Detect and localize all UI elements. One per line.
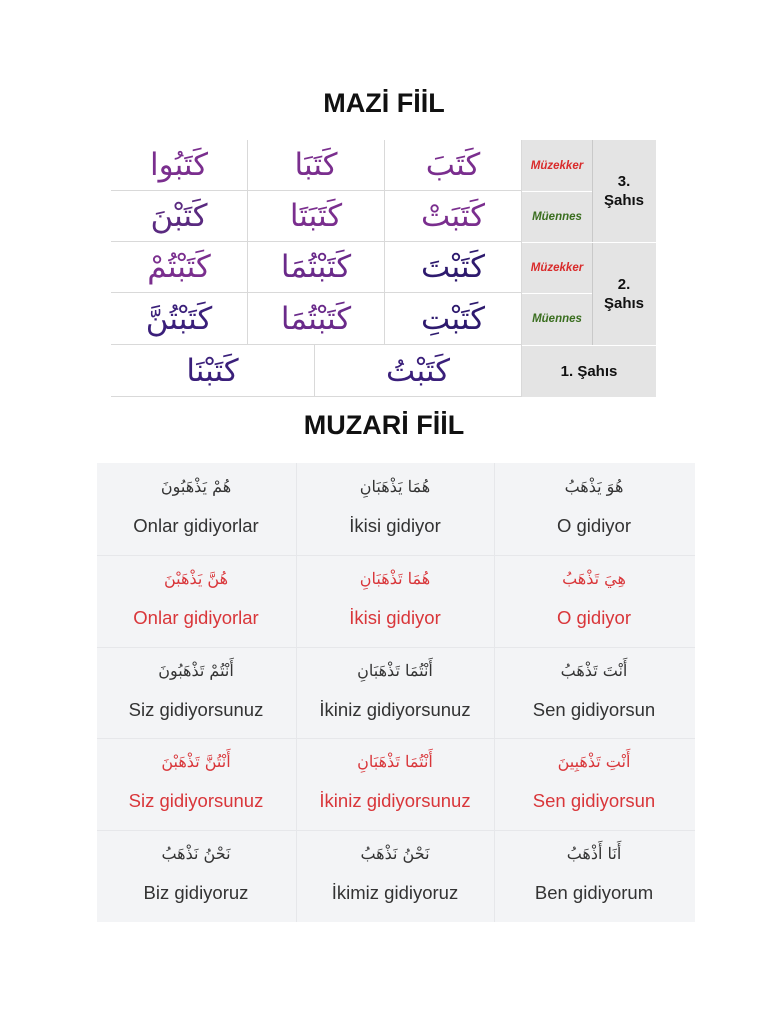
person-label-first: 1. Şahıs	[560, 362, 618, 380]
mazi-verb: كَتَبْتَ	[421, 249, 485, 285]
turkish-translation: İkimiz gidiyoruz	[331, 882, 459, 904]
muzari-cell	[97, 463, 295, 555]
mazi-verb: كَتَبْنَ	[150, 198, 208, 234]
mazi-verb: كَتَبُوا	[149, 147, 209, 183]
turkish-translation: İkisi gidiyor	[349, 606, 441, 628]
turkish-translation: O gidiyor	[556, 515, 632, 536]
row-divider	[97, 830, 695, 831]
muzari-cell	[97, 738, 295, 830]
turkish-translation: Sen gidiyorsun	[532, 698, 656, 720]
mazi-verb: كَتَبْتُنَّ	[145, 300, 213, 337]
turkish-translation: İkisi gidiyor	[349, 515, 441, 536]
mazi-cell	[111, 191, 248, 242]
mazi-verb: كَتَبَتَا	[289, 198, 343, 234]
turkish-translation: İkiniz gidiyorsunuz	[319, 790, 471, 812]
mazi-cell	[111, 345, 315, 397]
turkish-translation: Onlar gidiyorlar	[133, 606, 259, 628]
mazi-verb: كَتَبَا	[294, 147, 338, 183]
arabic-phrase: هُوَ يَذْهَبُ	[564, 477, 624, 496]
arabic-phrase: أَنْتَ تَذْهَبُ	[560, 660, 628, 680]
muzari-cell	[495, 555, 693, 647]
arabic-phrase: أَنْتُمْ تَذْهَبُونَ	[158, 660, 234, 680]
row-divider	[97, 647, 695, 648]
mazi-cell	[248, 242, 385, 293]
divider	[522, 293, 592, 294]
row-divider	[97, 555, 695, 556]
muzari-title: MUZARİ FİİL	[303, 410, 465, 440]
mazi-cell	[111, 140, 248, 191]
mazi-verb: كَتَبْتُمَا	[280, 249, 352, 285]
muzari-cell	[296, 463, 494, 555]
turkish-translation: Onlar gidiyorlar	[133, 515, 259, 536]
turkish-translation: Sen gidiyorsun	[532, 790, 656, 812]
muzari-cell	[296, 830, 494, 922]
divider	[522, 242, 656, 243]
gender-label-masculine: Müzekker	[530, 261, 584, 274]
turkish-translation: İkiniz gidiyorsunuz	[319, 698, 471, 720]
arabic-phrase: أَنْتُنَّ تَذْهَبْنَ	[161, 752, 231, 772]
arabic-phrase: أَنَا أَذْهَبُ	[566, 844, 622, 864]
mazi-title: MAZİ FİİL	[323, 88, 445, 118]
mazi-verb: كَتَبْتِ	[421, 300, 485, 337]
muzari-table	[97, 463, 695, 922]
mazi-cell	[385, 242, 522, 293]
person-word: Şahıs	[603, 192, 645, 209]
mazi-cell	[385, 140, 522, 191]
muzari-cell	[296, 555, 494, 647]
row-divider	[97, 738, 695, 739]
muzari-cell	[97, 830, 295, 922]
mazi-cell	[248, 191, 385, 242]
turkish-translation: Siz gidiyorsunuz	[128, 698, 264, 720]
arabic-phrase: هِيَ تَذْهَبُ	[562, 568, 626, 588]
arabic-phrase: أَنْتُمَا تَذْهَبَانِ	[357, 752, 433, 772]
mazi-verb: كَتَبْتُمَا	[280, 300, 352, 337]
column-divider	[494, 463, 495, 922]
mazi-cell	[385, 293, 522, 345]
arabic-phrase: هُنَّ يَذْهَبْنَ	[164, 568, 228, 588]
turkish-translation: Ben gidiyorum	[534, 882, 654, 904]
divider	[522, 345, 656, 346]
mazi-verb: كَتَبْنَا	[186, 352, 239, 389]
mazi-cell	[248, 293, 385, 345]
gender-label-feminine: Müennes	[532, 210, 582, 223]
gender-label-feminine: Müennes	[532, 313, 582, 325]
arabic-phrase: نَحْنُ نَذْهَبُ	[161, 844, 231, 864]
mazi-cell	[248, 140, 385, 191]
arabic-phrase: هُمْ يَذْهَبُونَ	[160, 477, 232, 496]
arabic-phrase: هُمَا تَذْهَبَانِ	[359, 568, 431, 588]
mazi-verb: كَتَبْتُمْ	[147, 249, 211, 285]
person-number: 2.	[617, 275, 631, 293]
mazi-cell	[385, 191, 522, 242]
mazi-cell	[111, 293, 248, 345]
person-word: Şahıs	[603, 294, 645, 312]
muzari-cell	[296, 647, 494, 739]
person-label-third	[592, 140, 656, 242]
arabic-phrase: أَنْتُمَا تَذْهَبَانِ	[357, 660, 433, 680]
mazi-verb: كَتَبْتُ	[386, 352, 450, 389]
turkish-translation: Biz gidiyoruz	[143, 882, 249, 904]
mazi-verb: كَتَبَ	[425, 147, 481, 183]
muzari-cell	[296, 738, 494, 830]
turkish-translation: Siz gidiyorsunuz	[128, 790, 264, 812]
gender-label-masculine: Müzekker	[530, 159, 584, 172]
column-divider	[296, 463, 297, 922]
mazi-table	[111, 140, 656, 397]
arabic-phrase: نَحْنُ نَذْهَبُ	[360, 844, 430, 864]
mazi-cell	[315, 345, 522, 397]
mazi-cell	[111, 242, 248, 293]
muzari-cell	[495, 830, 693, 922]
divider	[522, 191, 592, 192]
muzari-cell	[495, 463, 693, 555]
turkish-translation: O gidiyor	[556, 606, 632, 628]
person-label-second	[592, 242, 656, 345]
muzari-cell	[97, 555, 295, 647]
person-number: 3.	[617, 173, 631, 190]
muzari-cell	[495, 647, 693, 739]
arabic-phrase: أَنْتِ تَذْهَبِينَ	[557, 752, 631, 772]
muzari-cell	[97, 647, 295, 739]
mazi-verb: كَتَبَتْ	[421, 198, 485, 234]
muzari-cell	[495, 738, 693, 830]
arabic-phrase: هُمَا يَذْهَبَانِ	[359, 477, 431, 496]
